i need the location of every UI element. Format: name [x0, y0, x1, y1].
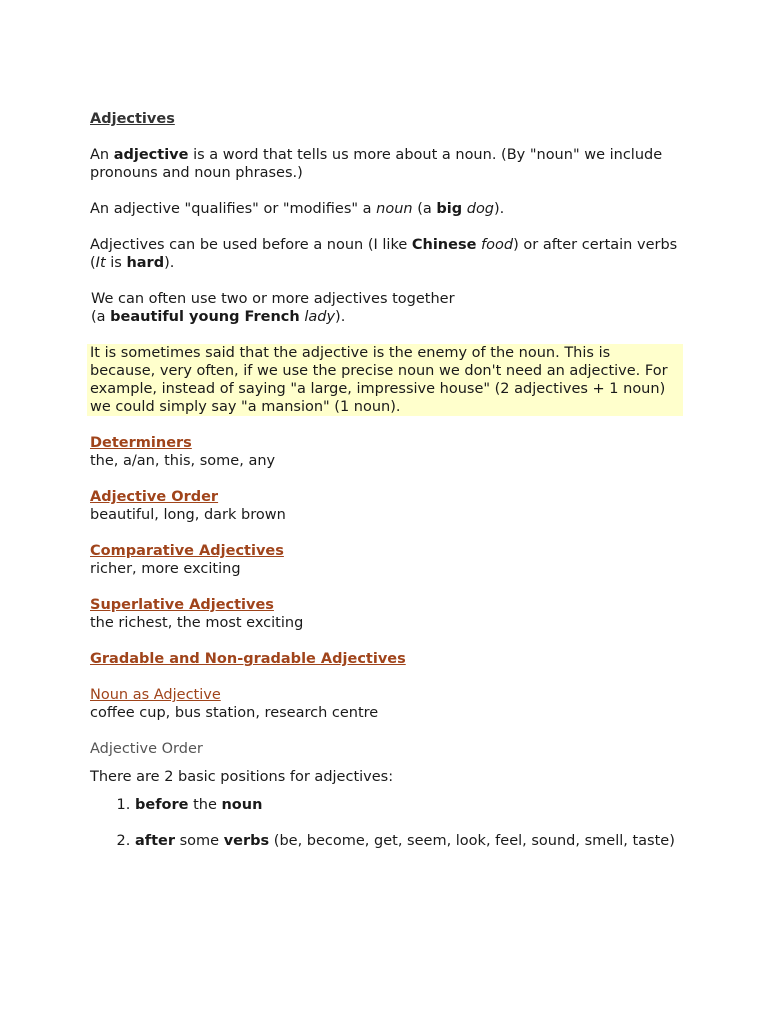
examples-noun-as-adjective: coffee cup, bus station, research centre: [90, 705, 379, 721]
list-item: 1. before the noun: [135, 796, 680, 814]
link-superlative-adjectives[interactable]: Superlative Adjectives: [90, 597, 274, 613]
link-adjective-order[interactable]: Adjective Order: [90, 489, 219, 505]
section-superlative: [90, 596, 680, 632]
document-page: [90, 110, 680, 868]
link-noun-as-adjective[interactable]: Noun as Adjective: [90, 687, 221, 703]
examples-superlative: the richest, the most exciting: [90, 615, 304, 631]
examples-adjective-order: beautiful, long, dark brown: [90, 507, 286, 523]
link-comparative-adjectives[interactable]: Comparative Adjectives: [90, 543, 284, 559]
multiple-adjectives-paragraph: We can often use two or more adjectives together (a beautiful young French lady).: [91, 291, 455, 325]
adjective-order-heading: Adjective Order: [90, 741, 203, 757]
definition-paragraph: An adjective is a word that tells us more about a noun. (By "noun" we include pronouns and noun phrases.): [90, 147, 663, 181]
highlighted-note: It is sometimes said that the adjective is the enemy of the noun. This is because, very often, if we use the precise noun we don't need an adjective. For example, instead of saying "a large, impressive house" (2 adjectives + 1 noun) we could simply say "a mansion" (1 noun).: [87, 344, 683, 416]
positions-intro: There are 2 basic positions for adjectives:: [90, 769, 394, 785]
list-item: 2. after some verbs (be, become, get, seem, look, feel, sound, smell, taste): [135, 832, 680, 850]
section-comparative: [90, 542, 680, 578]
qualifies-paragraph: An adjective "qualifies" or "modifies" a noun (a big dog).: [90, 201, 505, 217]
link-determiners[interactable]: Determiners: [90, 435, 192, 451]
page-title: Adjectives: [90, 111, 175, 127]
link-gradable-adjectives[interactable]: Gradable and Non-gradable Adjectives: [90, 651, 406, 667]
positions-list: [90, 796, 680, 850]
examples-determiners: the, a/an, this, some, any: [90, 453, 276, 469]
section-gradable: [90, 650, 680, 668]
section-determiners: [90, 434, 680, 470]
section-noun-as-adjective: [90, 686, 680, 722]
position-paragraph: Adjectives can be used before a noun (I like Chinese food) or after certain verbs (It is hard).: [90, 237, 678, 271]
section-adjective-order: [90, 488, 680, 524]
examples-comparative: richer, more exciting: [90, 561, 241, 577]
term-adjective: adjective: [113, 147, 189, 163]
